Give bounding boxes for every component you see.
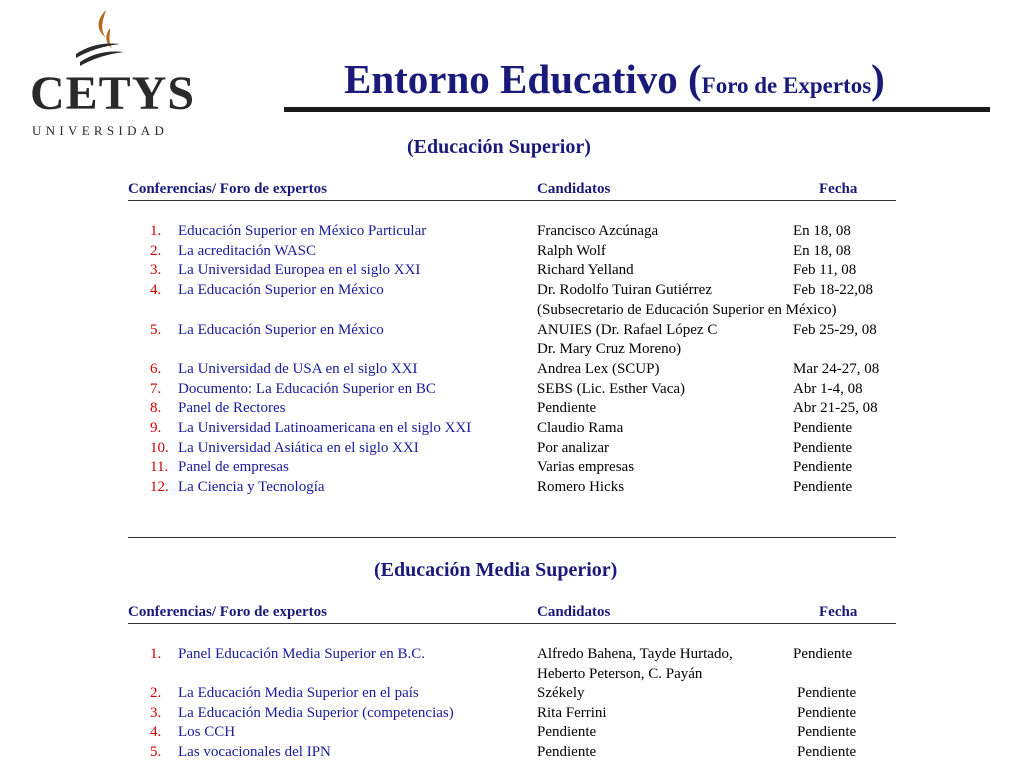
table-row: [0, 339, 1024, 359]
cetys-logo: [26, 6, 196, 138]
table-row: [0, 418, 1024, 438]
table-row: [0, 703, 1024, 723]
candidate: Romero Hicks: [537, 479, 625, 496]
candidate: Rita Ferrini: [537, 704, 607, 721]
row-number: 3.: [150, 704, 162, 721]
conference-title: Panel de Rectores: [178, 400, 286, 417]
candidate: (Subsecretario de Educación Superior en México): [537, 301, 837, 318]
logo-subtitle: UNIVERSIDAD: [32, 123, 169, 138]
row-number: 12.: [150, 479, 169, 496]
date: En 18, 08: [793, 242, 851, 259]
table-row: [0, 398, 1024, 418]
table-row: [0, 260, 1024, 280]
row-number: 9.: [150, 420, 162, 436]
conference-title: La Universidad Asiática en el siglo XXI: [178, 439, 419, 456]
candidate: ANUIES (Dr. Rafael López C: [537, 321, 718, 338]
logo-wordmark: CETYS: [30, 67, 196, 120]
candidate: Richard Yelland: [537, 262, 634, 279]
conference-title: La Educación Media Superior en el país: [178, 685, 419, 702]
candidate: Alfredo Bahena, Tayde Hurtado,: [537, 646, 733, 662]
table-row: [0, 221, 1024, 241]
table-row: [0, 457, 1024, 477]
row-number: 4.: [150, 282, 162, 299]
candidate: Pendiente: [537, 400, 597, 417]
candidate: Por analizar: [537, 439, 610, 456]
date: Pendiente: [797, 685, 857, 702]
candidate: Varias empresas: [537, 459, 635, 476]
header-rule: [128, 200, 896, 201]
table-row: [0, 683, 1024, 703]
page-title-main: Entorno Educativo: [344, 56, 688, 102]
conference-title: Panel de empresas: [178, 459, 289, 476]
date: Mar 24-27, 08: [793, 360, 880, 377]
row-number: 4.: [150, 724, 162, 741]
date: En 18, 08: [793, 223, 851, 239]
date: Pendiente: [797, 724, 857, 741]
conference-title: Los CCH: [178, 724, 236, 741]
row-number: 6.: [150, 360, 162, 377]
header-candidatos-media: Candidatos: [537, 604, 611, 620]
candidate: Pendiente: [537, 724, 597, 741]
date: Abr 21-25, 08: [793, 400, 878, 417]
date: Feb 25-29, 08: [793, 321, 877, 338]
candidate: Pendiente: [537, 744, 597, 760]
candidate: Claudio Rama: [537, 420, 624, 436]
table-row: [0, 241, 1024, 261]
header-fecha-media: Fecha: [819, 604, 858, 620]
table-row: [0, 280, 1024, 300]
conference-title: La Universidad Europea en el siglo XXI: [178, 262, 421, 279]
candidate: Dr. Mary Cruz Moreno): [537, 341, 682, 358]
title-close-paren: ): [871, 56, 885, 102]
row-number: 10.: [150, 439, 169, 456]
section-title-superior: (Educación Superior): [407, 136, 591, 158]
candidate: Francisco Azcúnaga: [537, 223, 659, 239]
table-row: [0, 379, 1024, 399]
row-number: 5.: [150, 744, 162, 760]
table-row: [0, 477, 1024, 497]
conference-title: Las vocacionales del IPN: [178, 744, 331, 760]
date: Feb 18-22,08: [793, 282, 873, 299]
date: Feb 11, 08: [793, 262, 857, 279]
header-conferencias-media: Conferencias/ Foro de expertos: [128, 604, 327, 620]
section-title-media: (Educación Media Superior): [374, 559, 618, 581]
header-conferencias: Conferencias/ Foro de expertos: [128, 181, 327, 197]
section-divider: [128, 537, 896, 538]
header-fecha: Fecha: [819, 181, 858, 197]
date: Pendiente: [793, 459, 853, 476]
conference-title: La Educación Media Superior (competencias): [178, 704, 454, 721]
candidate: Ralph Wolf: [537, 242, 606, 259]
flame-icon: [66, 6, 136, 70]
conference-title: Educación Superior en México Particular: [178, 223, 427, 239]
date: Abr 1-4, 08: [793, 380, 863, 397]
title-open-paren: (: [688, 56, 702, 102]
table-row: [0, 438, 1024, 458]
page-title: [344, 54, 885, 114]
candidate: Székely: [537, 685, 585, 702]
date: Pendiente: [797, 704, 857, 721]
table-row: [0, 359, 1024, 379]
table-row: [0, 742, 1024, 762]
date: Pendiente: [793, 439, 853, 456]
row-number: 5.: [150, 321, 162, 338]
conference-title: La acreditación WASC: [178, 242, 317, 259]
row-number: 1.: [150, 223, 162, 239]
conference-title: La Universidad de USA en el siglo XXI: [178, 360, 418, 377]
date: Pendiente: [797, 744, 857, 760]
date: Pendiente: [793, 420, 853, 436]
row-number: 2.: [150, 685, 162, 702]
conference-title: La Ciencia y Tecnología: [178, 479, 325, 496]
row-number: 2.: [150, 242, 162, 259]
candidate: Heberto Peterson, C. Payán: [537, 665, 703, 682]
date: Pendiente: [793, 479, 853, 496]
row-number: 7.: [150, 380, 162, 397]
conference-title: La Universidad Latinoamericana en el siglo XXI: [178, 420, 472, 436]
candidate: SEBS (Lic. Esther Vaca): [537, 380, 686, 397]
row-number: 8.: [150, 400, 162, 417]
table-row: [0, 644, 1024, 664]
row-number: 11.: [150, 459, 169, 476]
candidate: Dr. Rodolfo Tuiran Gutiérrez: [537, 282, 712, 299]
row-number: 3.: [150, 262, 162, 279]
conference-title: La Educación Superior en México: [178, 282, 384, 299]
header-candidatos: Candidatos: [537, 181, 611, 197]
table-row: [0, 664, 1024, 684]
conference-title: Documento: La Educación Superior en BC: [178, 380, 436, 397]
table-row: [0, 320, 1024, 340]
conference-title: La Educación Superior en México: [178, 321, 384, 338]
table-row: [0, 722, 1024, 742]
candidate: Andrea Lex (SCUP): [537, 360, 660, 377]
date: Pendiente: [793, 646, 853, 662]
header-rule-media: [128, 623, 896, 624]
page-title-sub: Foro de Expertos: [701, 73, 872, 98]
conference-title: Panel Educación Media Superior en B.C.: [178, 646, 426, 662]
row-number: 1.: [150, 646, 162, 662]
title-rule: [284, 107, 990, 112]
table-row: [0, 300, 1024, 320]
